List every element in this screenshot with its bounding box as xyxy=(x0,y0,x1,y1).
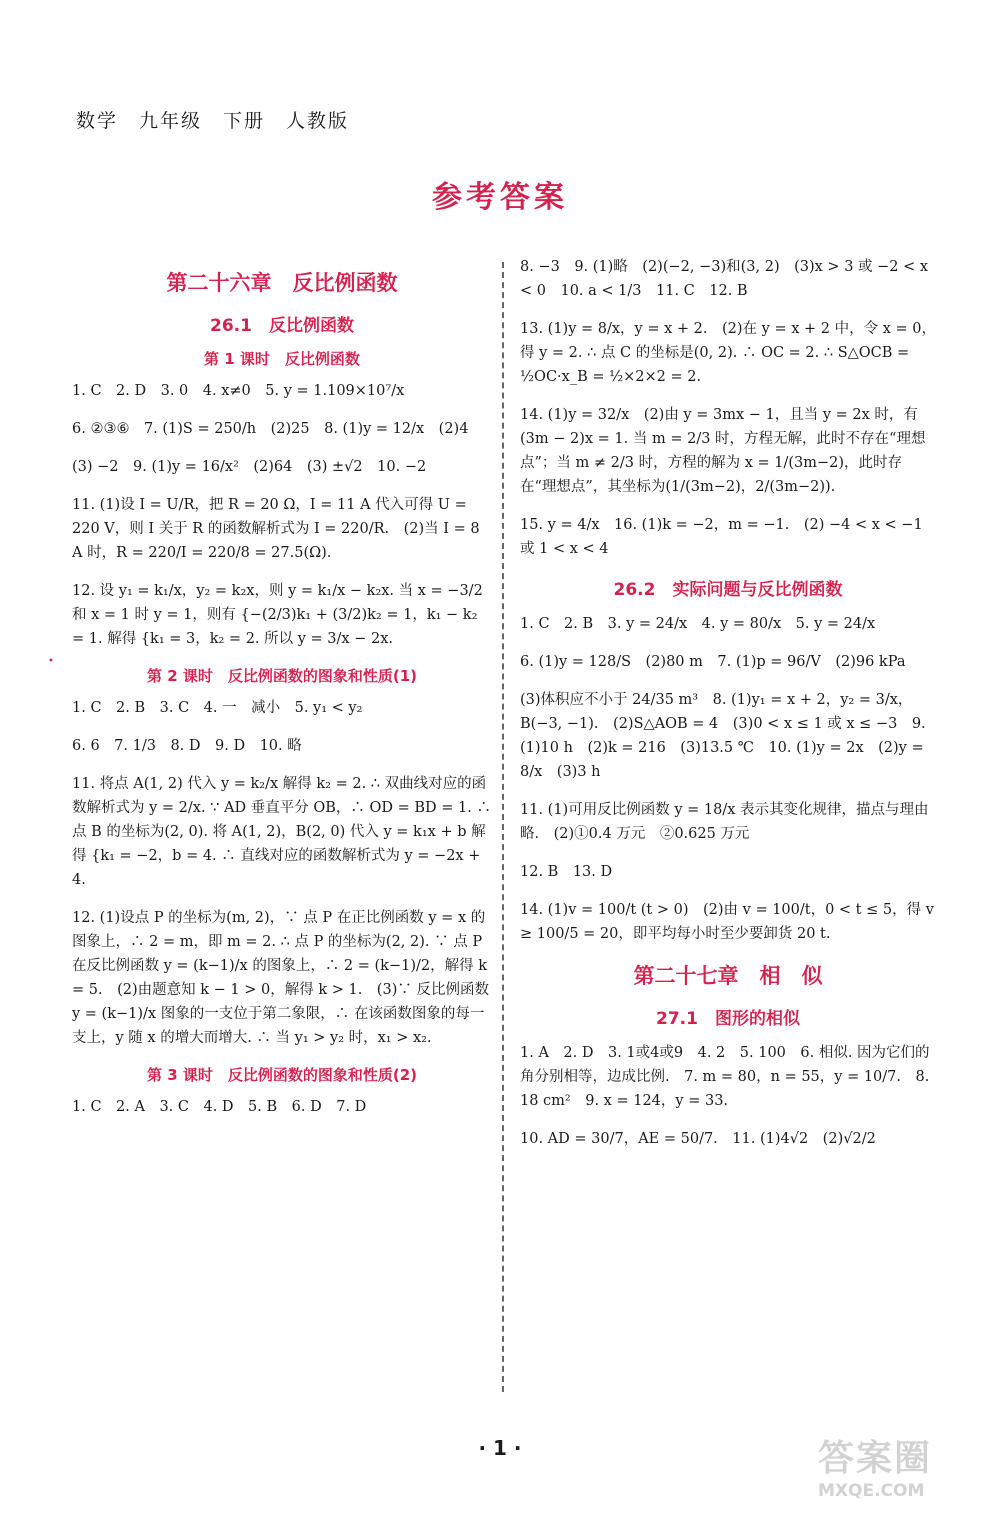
lesson-heading: 第 1 课时 反比例函数 xyxy=(204,350,360,368)
answer-line: 14. (1)y = 32/x (2)由 y = 3mx − 1，且当 y = 2x 时，有(3m − 2)x = 1. 当 m = 2/3 时，方程无解，此时不存在“理想点”；当 m ≠ 2/3 时，方程的解为 x = 1/(3m−2)，此时存在“理想点”，其坐标为(1/(3m−2)，2/(3m−2)). xyxy=(520,407,926,495)
answer-line: 15. y = 4/x 16. (1)k = −2，m = −1. (2) −4 < x < −1 或 1 < x < 4 xyxy=(520,517,923,557)
right-column xyxy=(520,255,936,1165)
answer-line: 12. B 13. D xyxy=(520,864,613,880)
answer-line: 11. 将点 A(1, 2) 代入 y = k₂/x 解得 k₂ = 2. ∴ 双曲线对应的函数解析式为 y = 2/x. ∵ AD 垂直平分 OB，∴ OD = BD = 1. ∴ 点 B 的坐标为(2, 0). 将 A(1, 2)，B(2, 0) 代入 y = k₁x + b 解得 {k₁ = −2，b = 4. ∴ 直线对应的函数解析式为 y = −2x + 4. xyxy=(72,776,491,888)
answer-line: 10. AD = 30/7，AE = 50/7. 11. (1)4√2 (2)√2/2 xyxy=(520,1131,876,1147)
answer-line: 8. −3 9. (1)略 (2)(−2, −3)和(3, 2) (3)x > 3 或 −2 < x < 0 10. a < 1/3 11. C 12. B xyxy=(520,259,929,299)
answer-line: 11. (1)设 I = U/R，把 R = 20 Ω，I = 11 A 代入可得 U = 220 V，则 I 关于 R 的函数解析式为 I = 220/R. (2)当 I = 8 A 时，R = 220/I = 220/8 = 27.5(Ω). xyxy=(72,497,480,561)
lesson-heading: 第 3 课时 反比例函数的图象和性质(2) xyxy=(146,1066,418,1084)
answer-line: 1. C 2. D 3. 0 4. x≠0 5. y = 1.109×10⁷/x xyxy=(72,383,405,399)
answer-line: 6. (1)y = 128/S (2)80 m 7. (1)p = 96/V (2)96 kPa xyxy=(520,654,906,670)
answer-line: 14. (1)v = 100/t (t > 0) (2)由 v = 100/t，0 < t ≤ 5，得 v ≥ 100/5 = 20，即平均每小时至少要卸货 20 t. xyxy=(520,902,934,942)
answer-line: 1. A 2. D 3. 1或4或9 4. 2 5. 100 6. 相似. 因为它们的角分别相等，边成比例. 7. m = 80，n = 55，y = 10/7. 8. 18 cm² 9. x = 124，y = 33. xyxy=(520,1045,930,1109)
answer-line: 6. 6 7. 1/3 8. D 9. D 10. 略 xyxy=(72,738,302,754)
page-title: 参考答案 xyxy=(432,180,568,215)
chapter-heading: 第二十六章 反比例函数 xyxy=(166,271,398,295)
book-header: 数学 九年级 下册 人教版 xyxy=(76,110,350,132)
page-number: · 1 · xyxy=(478,1436,522,1460)
watermark-logo: 答案圈 xyxy=(818,1438,933,1479)
section-heading: 27.1 图形的相似 xyxy=(656,1009,800,1029)
watermark xyxy=(818,1430,986,1510)
answer-line: 12. (1)设点 P 的坐标为(m, 2)，∵ 点 P 在正比例函数 y = x 的图象上，∴ 2 = m，即 m = 2. ∴ 点 P 的坐标为(2, 2). ∵ 点 P 在反比例函数 y = (k−1)/x 的图象上，∴ 2 = (k−1)/2，解得 k = 5. (2)由题意知 k − 1 > 0，解得 k > 1. (3)∵ 反比例函数 y = (k−1)/x 图象的一支位于第二象限，∴ 在该函数图象的每一支上，y 随 x 的增大而增大. ∴ 当 y₁ > y₂ 时，x₁ > x₂. xyxy=(72,910,489,1046)
section-heading: 26.2 实际问题与反比例函数 xyxy=(613,580,843,600)
answer-line: 1. C 2. B 3. y = 24/x 4. y = 80/x 5. y = 24/x xyxy=(520,616,876,632)
answer-line: (3)体积应不小于 24/35 m³ 8. (1)y₁ = x + 2，y₂ = 3/x，B(−3, −1). (2)S△AOB = 4 (3)0 < x ≤ 1 或 x ≤ −3 9. (1)10 h (2)k = 216 (3)13.5 ℃ 10. (1)y = 2x (2)y = 8/x (3)3 h xyxy=(520,692,926,780)
answer-line: (3) −2 9. (1)y = 16/x² (2)64 (3) ±√2 10. −2 xyxy=(72,459,427,475)
chapter-heading: 第二十七章 相 似 xyxy=(633,964,823,988)
lesson-heading: 第 2 课时 反比例函数的图象和性质(1) xyxy=(146,667,418,685)
answer-line: 13. (1)y = 8/x，y = x + 2. (2)在 y = x + 2 中，令 x = 0，得 y = 2. ∴ 点 C 的坐标是(0, 2). ∴ OC = 2. ∴ S△OCB = ½OC·x_B = ½×2×2 = 2. xyxy=(520,321,936,385)
answer-line: 1. C 2. B 3. C 4. 一 减小 5. y₁ < y₂ xyxy=(72,700,363,716)
answer-line: 6. ②③⑥ 7. (1)S = 250/h (2)25 8. (1)y = 12/x (2)4 xyxy=(72,421,469,437)
answer-line: 1. C 2. A 3. C 4. D 5. B 6. D 7. D xyxy=(72,1099,367,1115)
column-divider xyxy=(502,262,504,1392)
watermark-url: MXQE.COM xyxy=(818,1481,925,1501)
answer-line: 11. (1)可用反比例函数 y = 18/x 表示其变化规律，描点与理由略. (2)①0.4 万元 ②0.625 万元 xyxy=(520,802,929,842)
margin-dot: • xyxy=(48,656,54,667)
left-column xyxy=(72,255,492,1133)
answer-line: 12. 设 y₁ = k₁/x，y₂ = k₂x，则 y = k₁/x − k₂x. 当 x = −3/2 和 x = 1 时 y = 1，则有 {−(2/3)k₁ + (3/2)k₂ = 1，k₁ − k₂ = 1. 解得 {k₁ = 3，k₂ = 2. 所以 y = 3/x − 2x. xyxy=(72,583,483,647)
section-heading: 26.1 反比例函数 xyxy=(210,316,354,336)
